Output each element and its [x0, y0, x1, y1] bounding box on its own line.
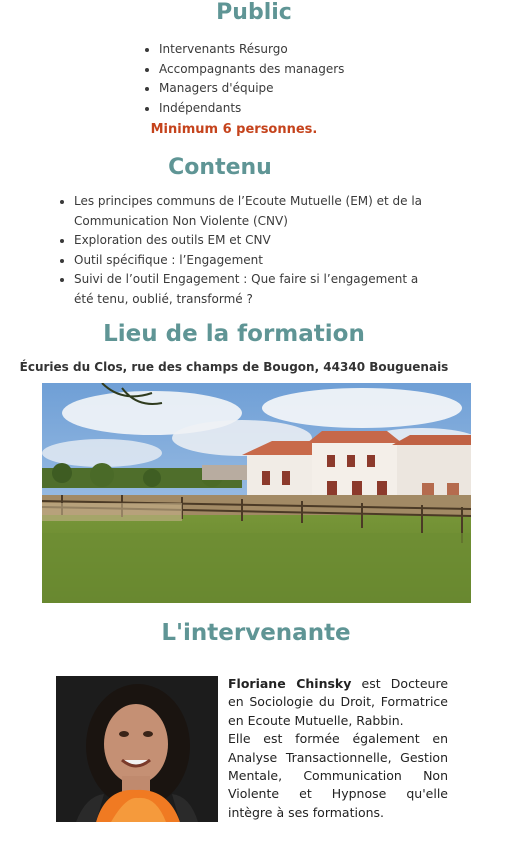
list-item: • Intervenants Résurgo	[159, 40, 344, 60]
list-item: • Les principes communs de l’Ecoute Mutuelle (EM) et de la Communication Non Violente (CNV)	[74, 192, 434, 231]
section-heading-public: Public	[216, 0, 292, 25]
list-item: • Managers d'équipe	[159, 79, 344, 99]
bio-text: Elle est formée également en Analyse Transactionnelle, Gestion Mentale, Communication Non Violente et Hypnose qu'elle intègre à ses formations.	[228, 731, 448, 820]
minimum-participants: Minimum 6 personnes.	[150, 122, 318, 137]
list-item: • Exploration des outils EM et CNV	[74, 231, 434, 251]
list-item: • Accompagnants des managers	[159, 60, 344, 80]
portrait-photo	[56, 676, 218, 822]
section-heading-lieu: Lieu de la formation	[103, 321, 365, 347]
list-item: • Suivi de l’outil Engagement : Que faire si l’engagement a été tenu, oublié, transformé ?	[74, 270, 434, 309]
contenu-list	[60, 192, 434, 309]
list-item: • Outil spécifique : l’Engagement	[74, 251, 434, 271]
venue-address: Écuries du Clos, rue des champs de Bougon, 44340 Bouguenais	[19, 360, 449, 374]
venue-photo	[42, 383, 471, 603]
bio-text: est Docteure en Sociologie du Droit, Formatrice en Ecoute Mutuelle, Rabbin.	[228, 676, 449, 728]
speaker-name: Floriane Chinsky	[228, 676, 352, 691]
section-heading-contenu: Contenu	[168, 155, 272, 180]
section-heading-intervenante: L'intervenante	[161, 620, 351, 646]
speaker-bio	[228, 675, 448, 822]
public-list	[145, 40, 344, 118]
list-item: • Indépendants	[159, 99, 344, 119]
